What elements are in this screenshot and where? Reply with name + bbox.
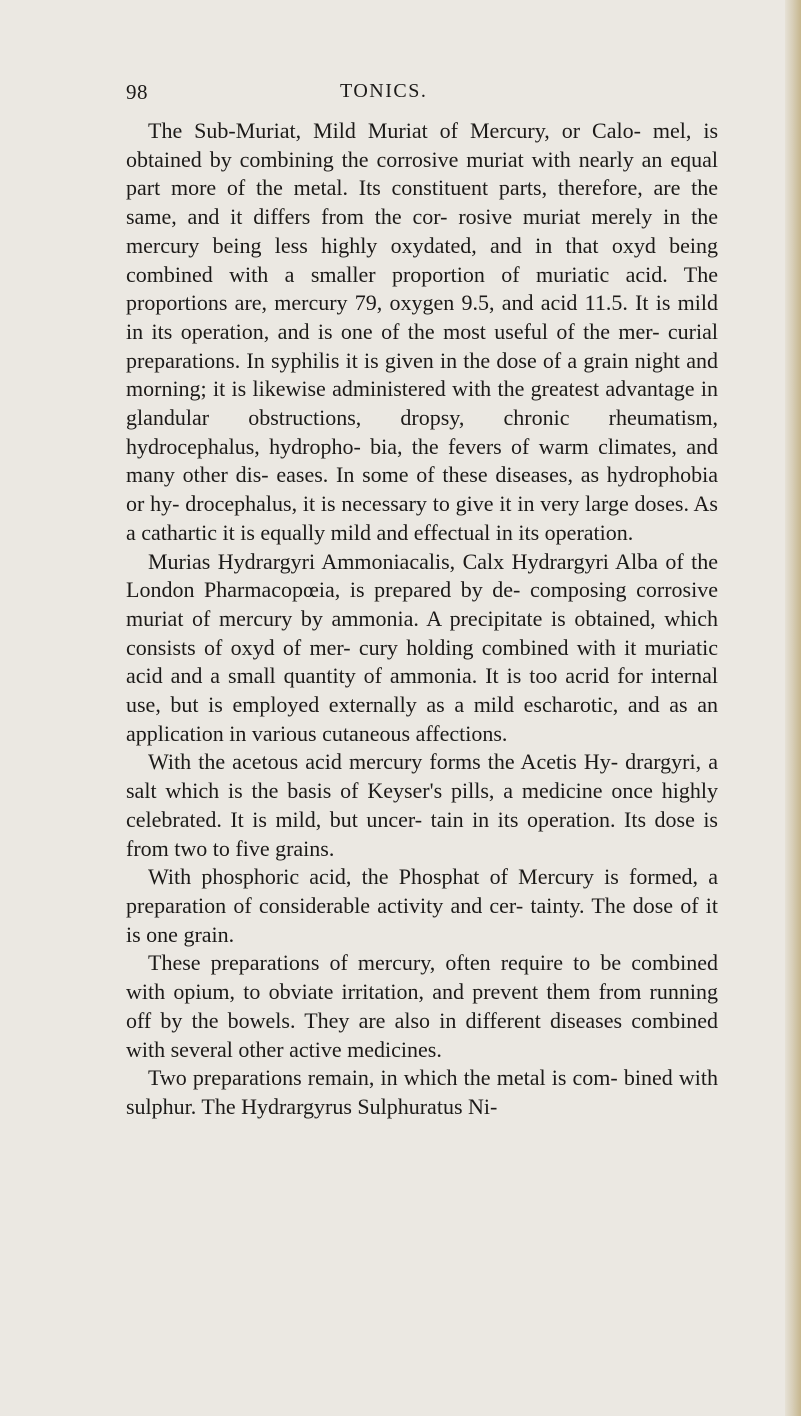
- paragraph-murias-ammoniacalis: Murias Hydrargyri Ammoniacalis, Calx Hydrargyri Alba of the London Pharmacopœia, is prepared by de- composing corrosive muriat of mercury by ammonia. A precipitate is obtained, which consists of oxyd of mer- cury holding combined with it muriatic acid and a small quantity of ammonia. It is too acrid for internal use, but is employed externally as a mild escharotic, and as an application in various cutaneous affections.: [126, 548, 718, 746]
- paragraph-acetis: With the acetous acid mercury forms the Acetis Hy- drargyri, a salt which is the basis of Keyser's pills, a medicine once highly celebrated. It is mild, but uncer- tain in its operation. Its dose is from two to five grains.: [126, 749, 718, 861]
- paragraph-combinations: These preparations of mercury, often require to be combined with opium, to obviate irritation, and prevent them from running off by the bowels. They are also in different diseases combined with several other active medicines.: [126, 950, 718, 1062]
- paragraph-sulphur: Two preparations remain, in which the metal is com- bined with sulphur. The Hydrargyrus Sulphuratus Ni-: [126, 1065, 718, 1119]
- page-number: 98: [126, 80, 148, 104]
- page-header: [126, 80, 716, 110]
- page-edge: [785, 0, 801, 1416]
- paragraph-calomel: The Sub-Muriat, Mild Muriat of Mercury, or Calo- mel, is obtained by combining the corrosive muriat with nearly an equal part more of the metal. Its constituent parts, therefore, are the same, and it differs from the cor- rosive muriat merely in the mercury being less highly oxydated, and in that oxyd being combined with a smaller proportion of muriatic acid. The proportions are, mercury 79, oxygen 9.5, and acid 11.5. It is mild in its operation, and is one of the most useful of the mer- curial preparations. In syphilis it is given in the dose of a grain night and morning; it is likewise administered with the greatest advantage in glandular obstructions, dropsy, chronic rheumatism, hydrocephalus, hydropho- bia, the fevers of warm climates, and many other dis- eases. In some of these diseases, as hydrophobia or hy- drocephalus, it is necessary to give it in very large doses. As a cathartic it is equally mild and effectual in its operation.: [126, 118, 718, 545]
- body-text: [126, 117, 718, 1122]
- paragraph-phosphat: With phosphoric acid, the Phosphat of Mercury is formed, a preparation of considerable activity and cer- tainty. The dose of it is one grain.: [126, 864, 718, 947]
- running-head: TONICS.: [340, 80, 428, 102]
